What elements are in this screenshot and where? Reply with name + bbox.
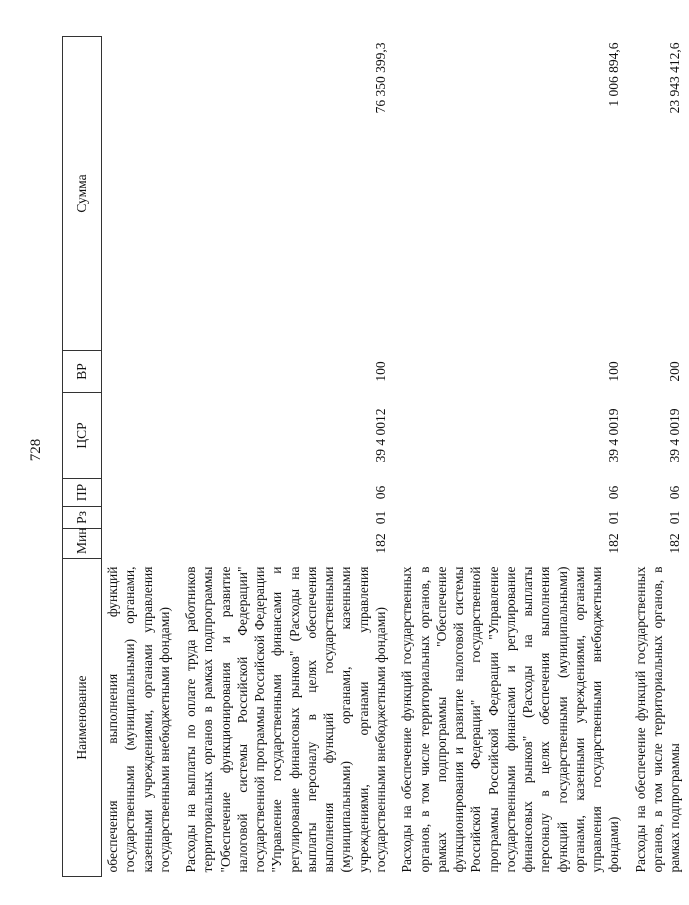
budget-table [62, 36, 689, 877]
row-min: 182 [667, 533, 683, 554]
table-header-row [63, 37, 102, 877]
row-pr: 06 [667, 485, 683, 500]
row-min [102, 529, 179, 559]
row-rz: 01 [372, 510, 388, 525]
header-min: Мин [63, 529, 102, 559]
row-vr: 100 [606, 361, 622, 382]
row-min: 182 [372, 533, 388, 554]
row-sum: 1 006 894,6 [606, 42, 622, 107]
row-sum [102, 37, 179, 351]
header-name: Наименование [63, 559, 102, 877]
header-sum: Сумма [63, 37, 102, 351]
row-rz: 01 [606, 510, 622, 525]
row-rz [102, 507, 179, 529]
row-vr [102, 351, 179, 393]
header-vr: ВР [63, 351, 102, 393]
row-csr: 39 4 0012 [372, 408, 388, 463]
header-pr: ПР [63, 479, 102, 507]
row-sum: 76 350 399,3 [372, 42, 388, 114]
row-csr: 39 4 0019 [606, 408, 622, 463]
row-csr: 39 4 0019 [667, 408, 683, 463]
row-name: обеспечения выполнения функций государственными (муниципальными) органами, казенными учреждениями, органами управления государственными внебюджетными фондами) [105, 566, 172, 873]
row-sum: 23 943 412,6 [667, 42, 683, 114]
header-rz: Рз [63, 507, 102, 529]
table-row [394, 37, 627, 877]
table-row [178, 37, 394, 877]
row-csr [102, 393, 179, 479]
header-csr: ЦСР [63, 393, 102, 479]
row-rz: 01 [667, 510, 683, 525]
page-number: 728 [28, 438, 44, 462]
row-name: Расходы на обеспечение функций государственных органов, в том числе территориальных органов, в рамках подпрограммы [632, 566, 683, 873]
table-row [102, 37, 179, 877]
row-vr: 200 [667, 361, 683, 382]
table-row [628, 37, 689, 877]
row-name: Расходы на обеспечение функций государственных органов, в том числе территориальных органов, в рамках подпрограммы "Обеспечение функционирования и развитие налоговой системы Российской Федерации" государственной программы Российской Федерации "Управление государственными финансами и регулирование финансовых рынков" (Расходы на выплаты персоналу в целях обеспечения выполнения функций государственными (муниципальными) органами, казенными учреждениями, органами управления государственными внебюджетными фондами) [399, 566, 622, 873]
row-pr: 06 [606, 485, 622, 500]
row-vr: 100 [372, 361, 388, 382]
row-name: Расходы на выплаты по оплате труда работников территориальных органов в рамках подпрограммы "Обеспечение функционирования и развитие налоговой системы Российской Федерации" государственной программы Российской Федерации "Управление государственными финансами и регулирование финансовых рынков" (Расходы на выплаты персоналу в целях обеспечения выполнения функций государственными (муниципальными) органами, казенными учреждениями, органами управления государственными внебюджетными фондами) [183, 566, 388, 873]
row-pr [102, 479, 179, 507]
row-min: 182 [606, 533, 622, 554]
row-pr: 06 [372, 485, 388, 500]
